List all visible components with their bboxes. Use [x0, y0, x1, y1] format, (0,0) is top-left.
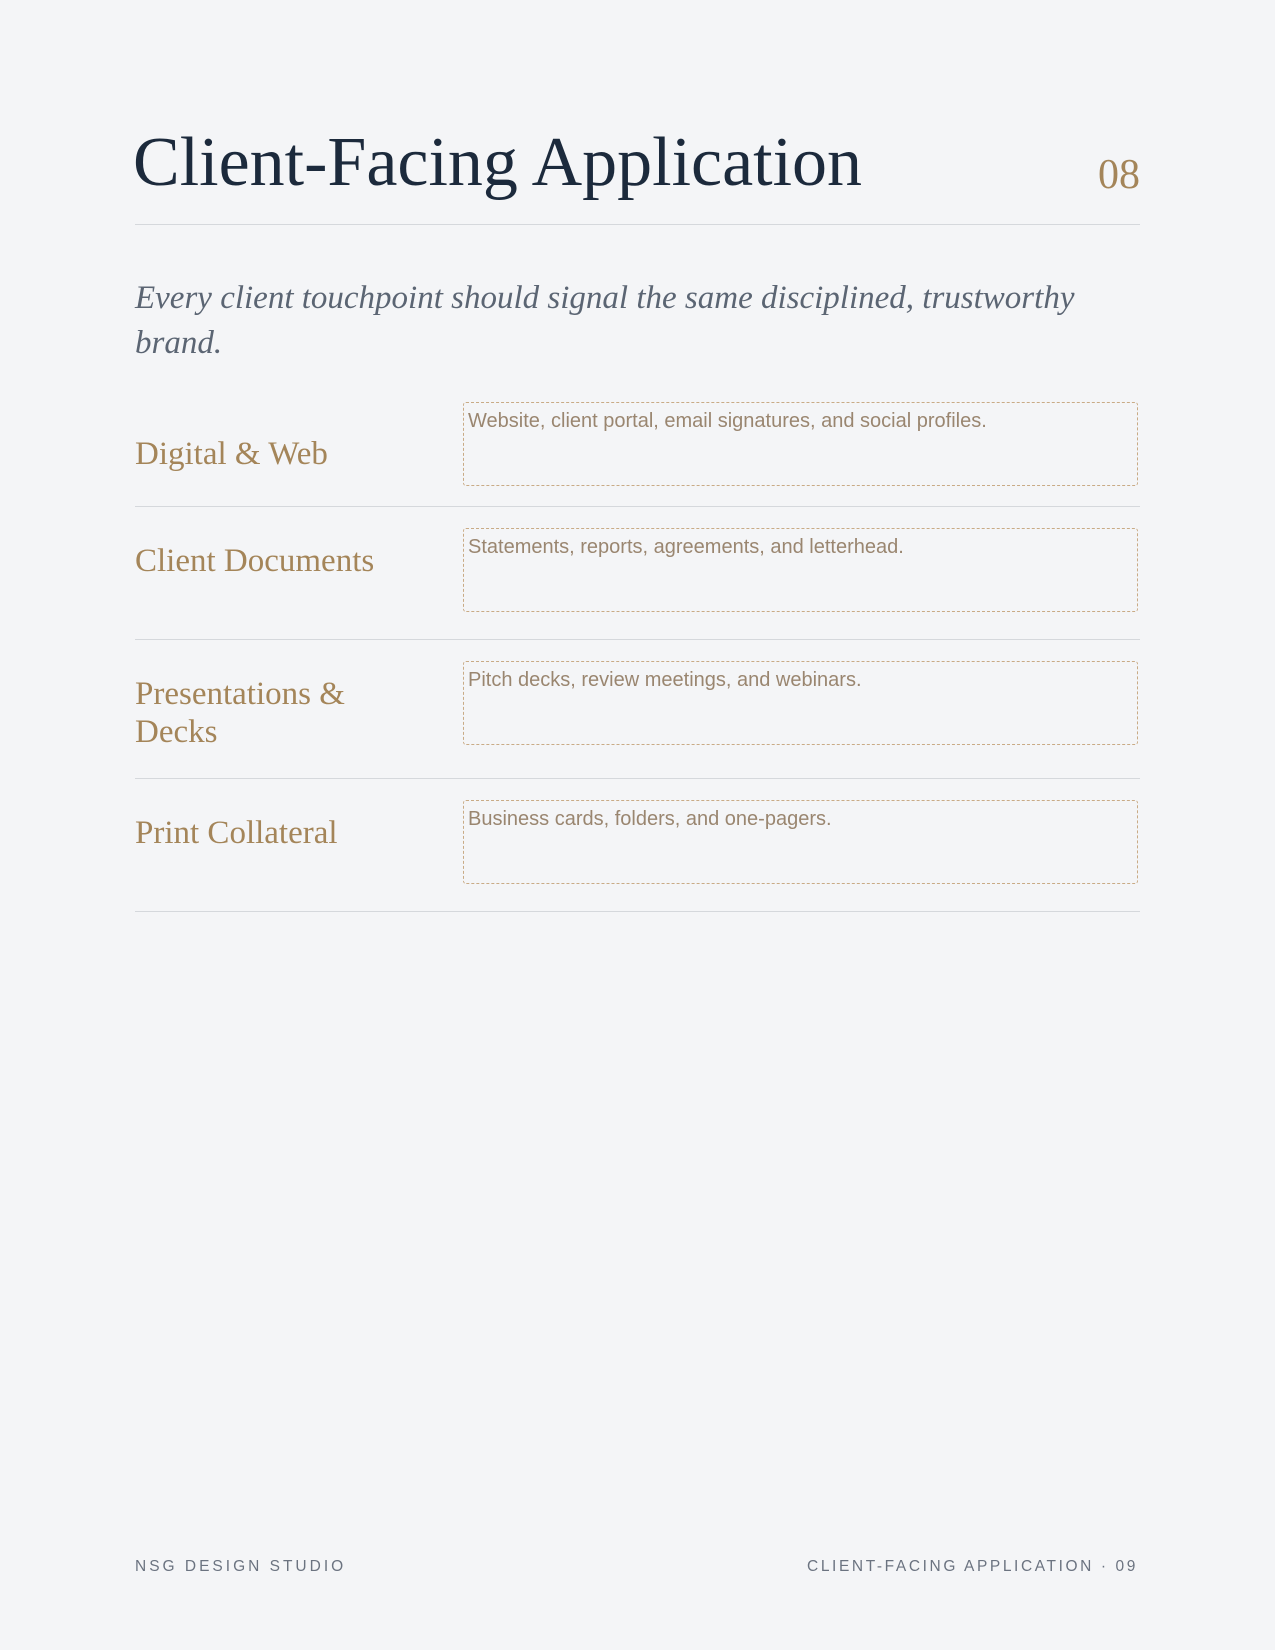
- row-description-box: Website, client portal, email signatures, and social profiles.: [463, 402, 1138, 486]
- row-label: Print Collateral: [135, 815, 338, 851]
- application-row-digital-web: [135, 410, 1140, 507]
- page-title: Client-Facing Application: [133, 124, 863, 201]
- application-row-presentations-decks: [135, 640, 1140, 779]
- row-description-box: Statements, reports, agreements, and letterhead.: [463, 528, 1138, 612]
- application-row-client-documents: [135, 507, 1140, 640]
- footer-studio-name: NSG DESIGN STUDIO: [135, 1558, 347, 1575]
- footer-page-label: CLIENT-FACING APPLICATION · 09: [807, 1558, 1138, 1575]
- intro-statement: Every client touchpoint should signal the same disciplined, trustworthy brand.: [135, 280, 1075, 361]
- application-row-print-collateral: [135, 779, 1140, 912]
- application-list: [135, 410, 1140, 912]
- row-description-box: Pitch decks, review meetings, and webinars.: [463, 661, 1138, 745]
- row-label: Digital & Web: [135, 436, 328, 472]
- row-label: Client Documents: [135, 543, 375, 579]
- page-header: [135, 118, 1140, 225]
- row-description-box: Business cards, folders, and one-pagers.: [463, 800, 1138, 884]
- row-label: Presentations & Decks: [135, 676, 345, 750]
- section-number: 08: [1098, 152, 1140, 198]
